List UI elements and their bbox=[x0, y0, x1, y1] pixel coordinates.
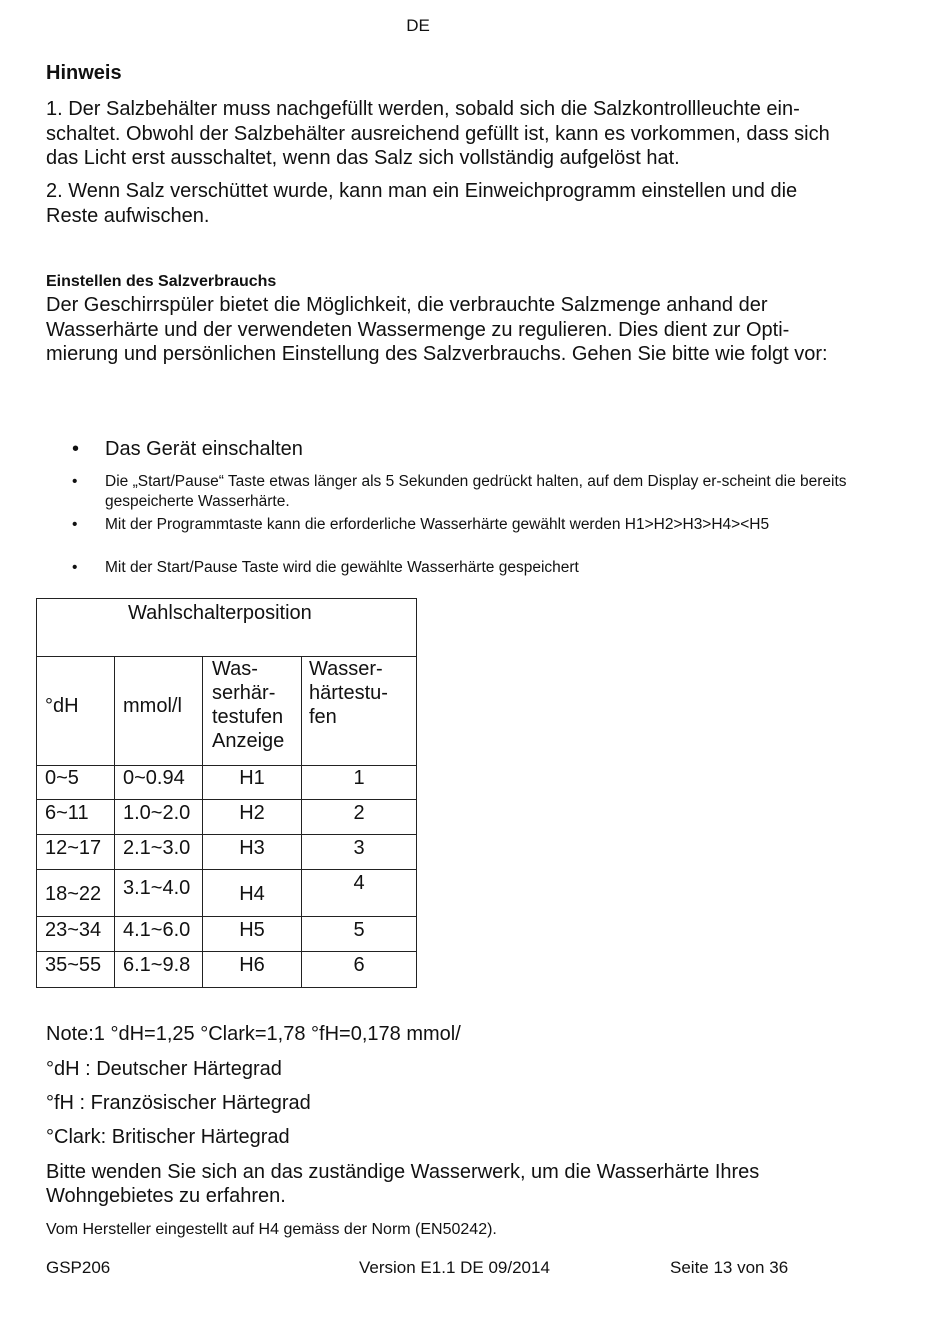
cell-level: 4 bbox=[353, 872, 365, 894]
cell-level: 5 bbox=[353, 919, 365, 941]
water-hardness-table bbox=[36, 598, 417, 988]
cell-level: 2 bbox=[353, 802, 365, 824]
note-factory-setting: Vom Hersteller eingestellt auf H4 gemäss der Norm (EN50242). bbox=[46, 1221, 497, 1238]
table-rule bbox=[36, 916, 417, 917]
bullet-text: Mit der Start/Pause Taste wird die gewählte Wasserhärte gespeichert bbox=[105, 559, 579, 576]
footer-version: Version E1.1 DE 09/2014 bbox=[359, 1258, 550, 1277]
table-title: Wahlschalterposition bbox=[128, 602, 312, 624]
note-fh-definition: °fH : Französischer Härtegrad bbox=[46, 1092, 311, 1114]
page-language-label: DE bbox=[406, 16, 430, 35]
table-rule bbox=[36, 869, 417, 870]
bullet-text: Mit der Programmtaste kann die erforderliche Wasserhärte gewählt werden H1>H2>H3>H4><H5 bbox=[105, 516, 770, 533]
cell-level: 1 bbox=[353, 767, 365, 789]
table-rule bbox=[36, 834, 417, 835]
bullet-item bbox=[72, 558, 852, 578]
cell-dh: 6~11 bbox=[45, 802, 89, 824]
salz-paragraph: Der Geschirrspüler bietet die Möglichkeit, die verbrauchte Salzmenge anhand der Wasserhärte und der verwendeten Wassermenge zu regulieren. Dies dient zur Opti-mierung und persönlichen Einstellung des Salzverbrauchs. Gehen Sie bitte wie folgt vor: bbox=[46, 294, 828, 365]
cell-dh: 0~5 bbox=[45, 767, 79, 789]
cell-display: H1 bbox=[239, 767, 265, 789]
table-border bbox=[36, 598, 417, 599]
note-clark-definition: °Clark: Britischer Härtegrad bbox=[46, 1126, 290, 1148]
cell-mmol: 2.1~3.0 bbox=[123, 837, 191, 859]
cell-dh: 23~34 bbox=[45, 919, 102, 941]
footer-model: GSP206 bbox=[46, 1258, 111, 1277]
bullet-text: Die „Start/Pause“ Taste etwas länger als 5 Sekunden gedrückt halten, auf dem Display er-scheint die bereits gespeicherte Wasserhärte. bbox=[105, 473, 847, 510]
note-waterworks: Bitte wenden Sie sich an das zuständige Wasserwerk, um die Wasserhärte Ihres Wohngebietes zu erfahren. bbox=[46, 1161, 760, 1207]
cell-dh: 12~17 bbox=[45, 837, 102, 859]
cell-display: H2 bbox=[239, 802, 265, 824]
table-rule bbox=[36, 799, 417, 800]
cell-display: H6 bbox=[239, 954, 265, 976]
cell-level: 3 bbox=[353, 837, 365, 859]
hinweis-heading: Hinweis bbox=[46, 62, 122, 84]
cell-display: H3 bbox=[239, 837, 265, 859]
cell-display: H5 bbox=[239, 919, 265, 941]
bullet-item bbox=[72, 437, 852, 461]
bullet-item bbox=[72, 472, 852, 512]
bullet-marker: • bbox=[72, 559, 78, 576]
cell-dh: 18~22 bbox=[45, 883, 102, 905]
footer-page-number: Seite 13 von 36 bbox=[670, 1258, 789, 1277]
cell-mmol: 0~0.94 bbox=[123, 767, 185, 789]
salz-heading: Einstellen des Salzverbrauchs bbox=[46, 273, 277, 290]
table-rule bbox=[36, 951, 417, 952]
bullet-marker: • bbox=[72, 438, 80, 460]
header-hardness-level: Wasser-härtestu-fen bbox=[309, 658, 388, 728]
cell-display: H4 bbox=[239, 883, 265, 905]
hinweis-paragraph-2: 2. Wenn Salz verschüttet wurde, kann man ein Einweichprogramm einstellen und die Reste aufwischen. bbox=[46, 180, 798, 227]
bullet-item bbox=[72, 515, 852, 535]
cell-dh: 35~55 bbox=[45, 954, 102, 976]
header-dh: °dH bbox=[45, 695, 79, 717]
table-border bbox=[36, 987, 417, 988]
cell-mmol: 6.1~9.8 bbox=[123, 954, 191, 976]
bullet-text: Das Gerät einschalten bbox=[105, 438, 303, 460]
header-mmol: mmol/l bbox=[123, 695, 182, 717]
header-display-level: Was-serhär-testufen Anzeige bbox=[212, 658, 285, 752]
bullet-marker: • bbox=[72, 516, 78, 533]
cell-level: 6 bbox=[353, 954, 365, 976]
cell-mmol: 3.1~4.0 bbox=[123, 877, 191, 899]
cell-mmol: 1.0~2.0 bbox=[123, 802, 191, 824]
table-rule bbox=[114, 656, 115, 988]
bullet-marker: • bbox=[72, 473, 78, 490]
hinweis-paragraph-1: 1. Der Salzbehälter muss nachgefüllt werden, sobald sich die Salzkontrollleuchte ein-schaltet. Obwohl der Salzbehälter ausreichend gefüllt ist, kann es vorkommen, dass sich das Licht erst ausschaltet, wenn das Salz sich vollständig aufgelöst hat. bbox=[46, 98, 830, 169]
note-conversion: Note:1 °dH=1,25 °Clark=1,78 °fH=0,178 mmol/ bbox=[46, 1023, 461, 1045]
cell-mmol: 4.1~6.0 bbox=[123, 919, 191, 941]
note-dh-definition: °dH : Deutscher Härtegrad bbox=[46, 1058, 282, 1080]
